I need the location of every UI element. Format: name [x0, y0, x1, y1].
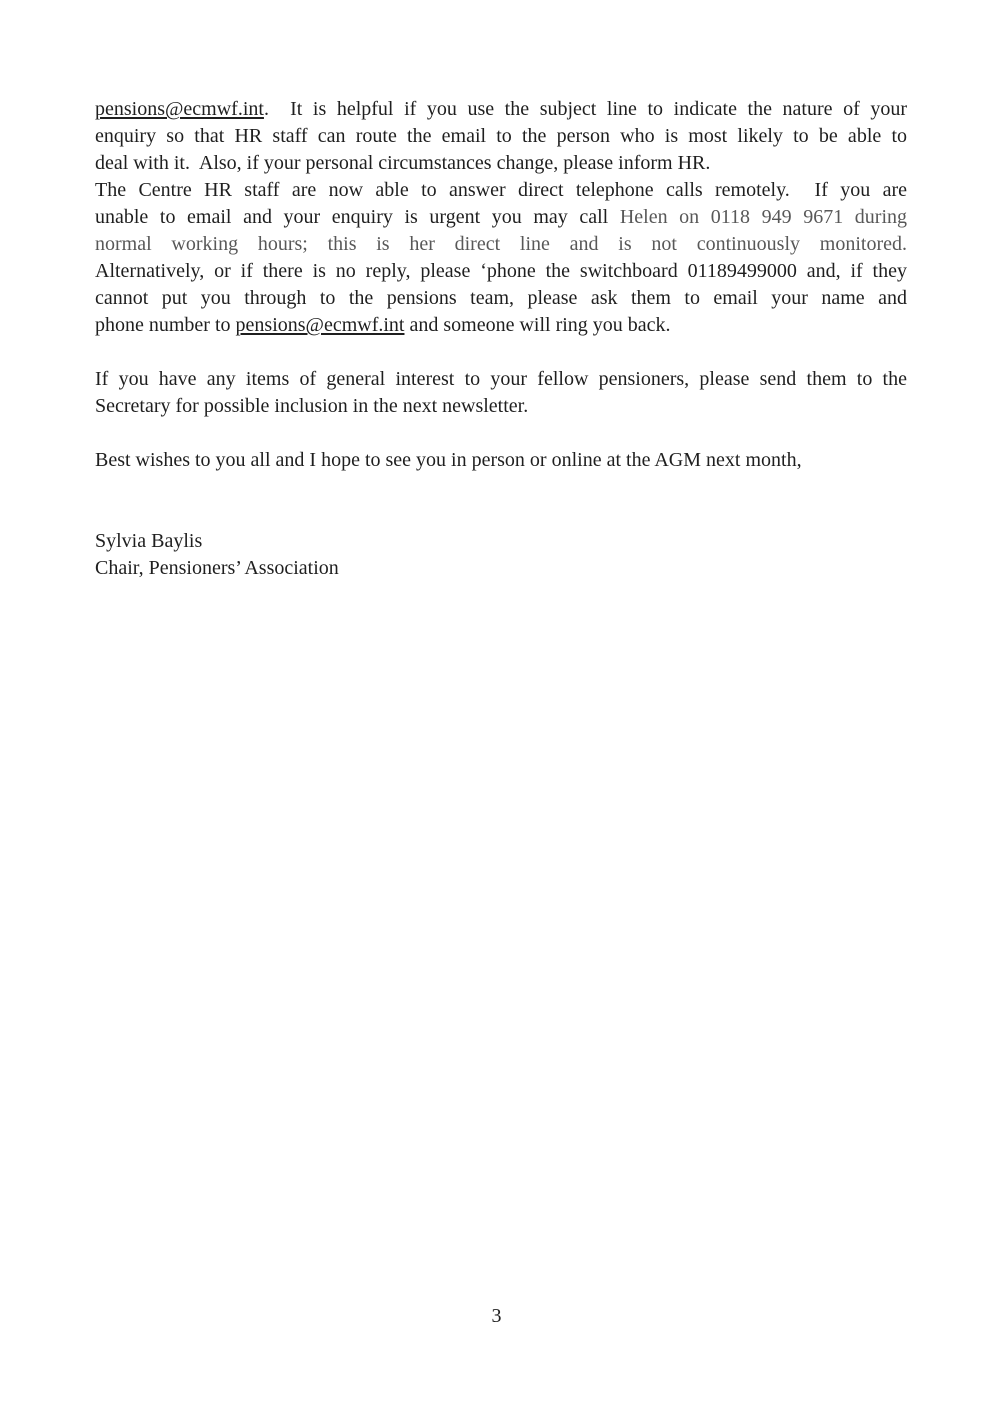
text-segment: Best wishes to you all and I hope to see you in person or online at the AGM next month, — [95, 449, 802, 471]
text-line — [95, 150, 907, 177]
text-segment: and someone will ring you back. — [404, 314, 671, 336]
email-link[interactable]: pensions@ecmwf.int — [235, 314, 405, 336]
text-segment: . It is helpful if you use the subject line to indicate the nature of your — [263, 98, 907, 120]
text-segment: unable to email and your enquiry is urgent you may call — [95, 206, 620, 228]
text-line — [95, 366, 907, 393]
text-line — [95, 177, 907, 204]
text-segment: phone number to — [95, 314, 236, 336]
text-line — [95, 231, 907, 258]
text-line — [95, 528, 907, 555]
text-segment: Alternatively, or if there is no reply, please ‘phone the switchboard 01189499000 and, if they — [95, 260, 907, 282]
text-line — [95, 204, 907, 231]
email-link[interactable]: pensions@ecmwf.int — [95, 98, 264, 120]
blank-line — [95, 339, 907, 366]
text-segment: Chair, Pensioners’ Association — [95, 557, 339, 579]
text-line — [95, 312, 907, 339]
text-segment: The Centre HR staff are now able to answer direct telephone calls remotely. If you are — [95, 179, 907, 201]
text-segment: normal working hours; this is her direct line and is not continuously monitored. — [95, 233, 907, 255]
text-segment: enquiry so that HR staff can route the email to the person who is most likely to be able to — [95, 125, 907, 147]
text-segment: Sylvia Baylis — [95, 530, 203, 552]
text-line — [95, 123, 907, 150]
blank-line — [95, 474, 907, 501]
text-line — [95, 96, 907, 123]
text-line — [95, 555, 907, 582]
text-segment: If you have any items of general interest to your fellow pensioners, please send them to the — [95, 368, 907, 390]
text-line — [95, 447, 907, 474]
text-segment: Helen on 0118 949 9671 during — [619, 206, 907, 228]
page-number: 3 — [491, 1305, 502, 1327]
text-line — [95, 285, 907, 312]
text-line — [95, 393, 907, 420]
page-content — [95, 96, 907, 582]
blank-line — [95, 420, 907, 447]
text-line — [95, 258, 907, 285]
text-segment: cannot put you through to the pensions team, please ask them to email your name and — [95, 287, 907, 309]
text-segment: deal with it. Also, if your personal circumstances change, please inform HR. — [95, 152, 711, 174]
text-segment: Secretary for possible inclusion in the next newsletter. — [95, 395, 529, 417]
blank-line — [95, 501, 907, 528]
